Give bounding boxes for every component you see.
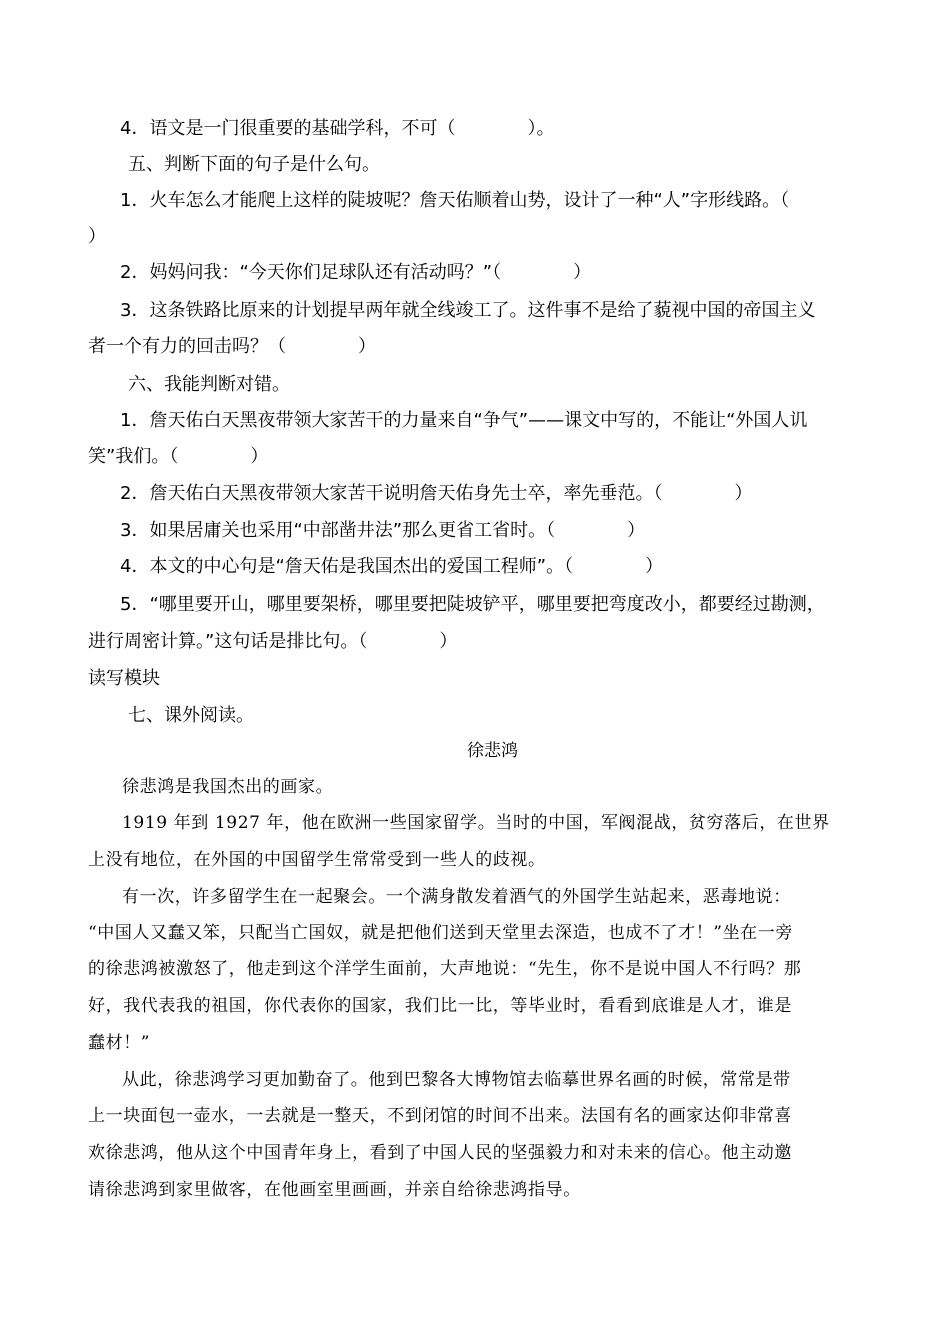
statement-6-2: 2．詹天佑白天黑夜带领大家苦干说明詹天佑身先士卒，率先垂范。（ ）: [120, 483, 753, 504]
story-paragraph-3-line-1: 有一次，许多留学生在一起聚会。一个满身散发着酒气的外国学生站起来，恶毒地说：: [122, 887, 791, 907]
story-title: 徐悲鸿: [467, 741, 518, 761]
story-paragraph-3-line-4: 好，我代表我的祖国，你代表你的国家，我们比一比，等毕业时，看看到底谁是人才，谁是: [88, 996, 792, 1016]
story-paragraph-1: 徐悲鸿是我国杰出的画家。: [122, 777, 334, 797]
sentence-5-1-line-1: 1．火车怎么才能爬上这样的陡坡呢？詹天佑顺着山势，设计了一种“人”字形线路。（: [120, 190, 790, 211]
story-paragraph-3-line-2: “中国人又蠢又笨，只配当亡国奴，就是把他们送到天堂里去深造，也成不了才！”坐在一旁: [88, 923, 793, 943]
section-7-heading: 七、课外阅读。: [128, 705, 254, 726]
section-5-heading: 五、判断下面的句子是什么句。: [128, 154, 380, 175]
story-paragraph-2-line-1: 1919 年到 1927 年，他在欧洲一些国家留学。当时的中国，军阀混战，贫穷落后，在世界: [122, 813, 830, 833]
sentence-5-1-line-2: ）: [88, 226, 106, 247]
sentence-5-3-line-2: 者一个有力的回击吗？（ ）: [88, 336, 376, 357]
story-paragraph-3-line-5: 蠢材！”: [88, 1033, 151, 1053]
story-paragraph-4-line-2: 上一块面包一壶水，一去就是一整天，不到闭馆的时间不出来。法国有名的画家达仰非常喜: [88, 1106, 792, 1126]
story-paragraph-4-line-3: 欢徐悲鸿，他从这个中国青年身上，看到了中国人民的坚强毅力和对未来的信心。他主动邀: [88, 1143, 792, 1163]
module-heading: 读写模块: [88, 668, 160, 689]
section-6-heading: 六、我能判断对错。: [128, 374, 290, 395]
statement-6-4: 4．本文的中心句是“詹天佑是我国杰出的爱国工程师”。（ ）: [120, 556, 664, 577]
statement-6-1-line-1: 1．詹天佑白天黑夜带领大家苦干的力量来自“争气”——课文中写的，不能让“外国人讥: [120, 410, 808, 431]
sentence-5-2: 2．妈妈问我：“今天你们足球队还有活动吗？”（ ）: [120, 262, 592, 283]
question-4-line: 4．语文是一门很重要的基础学科，不可（ ）。: [120, 118, 555, 139]
statement-6-5-line-1: 5．“哪里要开山，哪里要架桥，哪里要把陡坡铲平，哪里要把弯度改小，都要经过勘测，: [120, 594, 825, 615]
statement-6-3: 3．如果居庸关也采用“中部凿井法”那么更省工省时。（ ）: [120, 520, 646, 541]
sentence-5-3-line-1: 3．这条铁路比原来的计划提早两年就全线竣工了。这件事不是给了藐视中国的帝国主义: [120, 300, 816, 321]
statement-6-5-line-2: 进行周密计算。”这句话是排比句。（ ）: [88, 631, 458, 652]
statement-6-1-line-2: 笑”我们。（ ）: [88, 446, 269, 467]
story-paragraph-2-line-2: 上没有地位，在外国的中国留学生常常受到一些人的歧视。: [88, 850, 546, 870]
story-paragraph-4-line-1: 从此，徐悲鸿学习更加勤奋了。他到巴黎各大博物馆去临摹世界名画的时候，常常是带: [122, 1070, 791, 1090]
story-paragraph-3-line-3: 的徐悲鸿被激怒了，他走到这个洋学生面前，大声地说：“先生，你不是说中国人不行吗？那: [88, 959, 802, 979]
story-paragraph-4-line-4: 请徐悲鸿到家里做客，在他画室里画画，并亲自给徐悲鸿指导。: [88, 1180, 581, 1200]
